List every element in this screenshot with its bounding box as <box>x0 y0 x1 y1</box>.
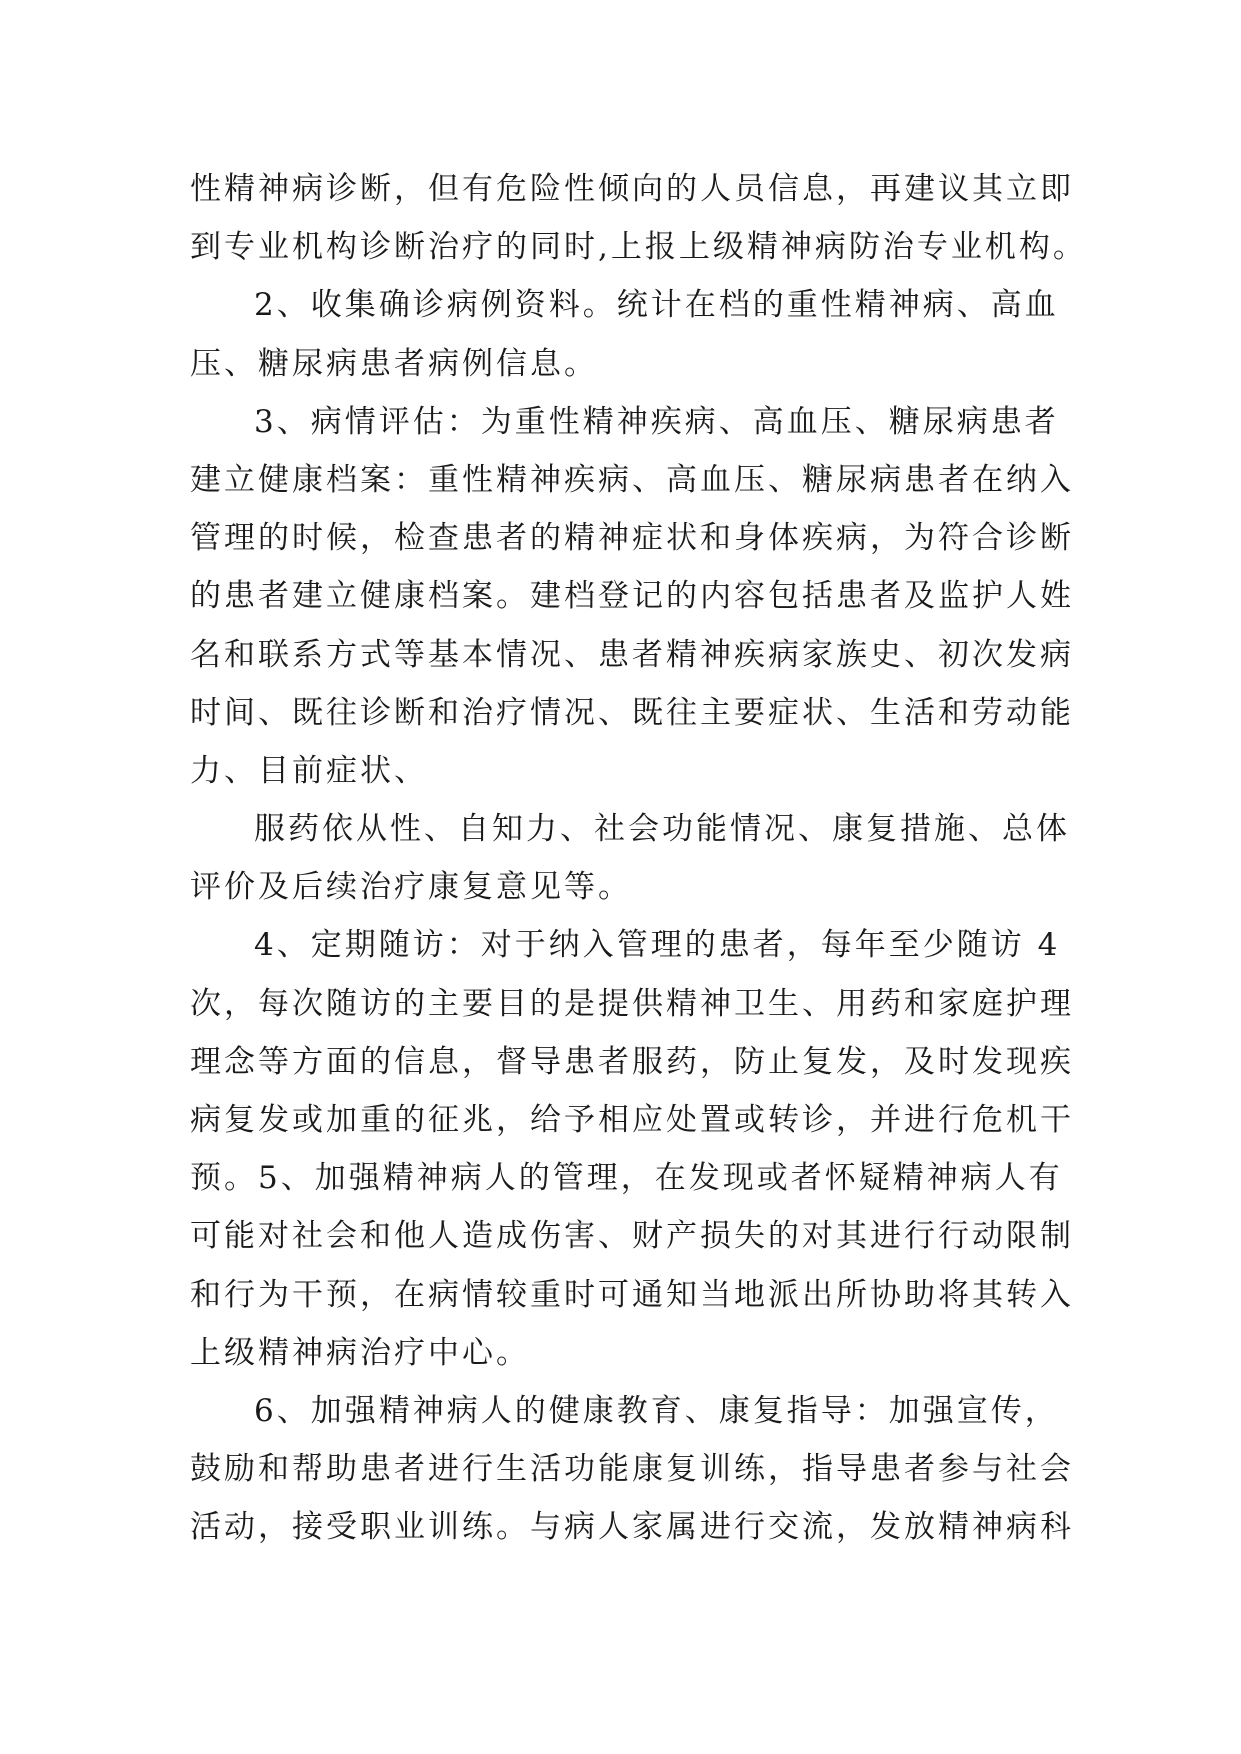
text-line: 预。5、加强精神病人的管理，在发现或者怀疑精神病人有 <box>190 1160 1063 1197</box>
text-line: 4、定期随访：对于纳入管理的患者，每年至少随访 4 <box>254 927 1061 964</box>
text-line: 到专业机构诊断治疗的同时,上报上级精神病防治专业机构。 <box>190 229 1087 266</box>
text-line: 建立健康档案：重性精神疾病、高血压、糖尿病患者在纳入 <box>190 461 1074 498</box>
text-line: 活动，接受职业训练。与病人家属进行交流，发放精神病科 <box>190 1509 1074 1546</box>
text-line: 上级精神病治疗中心。 <box>190 1334 530 1371</box>
text-line: 的患者建立健康档案。建档登记的内容包括患者及监护人姓 <box>190 578 1074 615</box>
text-line: 3、病情评估：为重性精神疾病、高血压、糖尿病患者 <box>254 403 1059 440</box>
text-line: 理念等方面的信息，督导患者服药，防止复发，及时发现疾 <box>190 1043 1074 1080</box>
text-line: 可能对社会和他人造成伤害、财产损失的对其进行行动限制 <box>190 1218 1074 1255</box>
text-line: 病复发或加重的征兆，给予相应处置或转诊，并进行危机干 <box>190 1102 1074 1138</box>
text-line: 管理的时候，检查患者的精神症状和身体疾病，为符合诊断 <box>190 520 1074 557</box>
text-line: 时间、既往诊断和治疗情况、既往主要症状、生活和劳动能 <box>190 694 1074 731</box>
text-line: 6、加强精神病人的健康教育、康复指导：加强宣传， <box>254 1392 1059 1429</box>
text-line: 服药依从性、自知力、社会功能情况、康复措施、总体 <box>254 811 1070 848</box>
text-line: 次，每次随访的主要目的是提供精神卫生、用药和家庭护理 <box>190 985 1074 1022</box>
text-line: 2、收集确诊病例资料。统计在档的重性精神病、高血 <box>254 287 1059 324</box>
text-line: 压、糖尿病患者病例信息。 <box>190 345 598 382</box>
text-line: 性精神病诊断，但有危险性倾向的人员信息，再建议其立即 <box>190 171 1074 207</box>
text-line: 名和联系方式等基本情况、患者精神疾病家族史、初次发病 <box>190 636 1074 673</box>
text-line: 评价及后续治疗康复意见等。 <box>190 869 632 906</box>
text-line: 力、目前症状、 <box>190 752 428 789</box>
document-body <box>190 160 1087 1557</box>
text-line: 和行为干预，在病情较重时可通知当地派出所协助将其转入 <box>190 1276 1074 1313</box>
text-line: 鼓励和帮助患者进行生活功能康复训练，指导患者参与社会 <box>190 1451 1074 1488</box>
